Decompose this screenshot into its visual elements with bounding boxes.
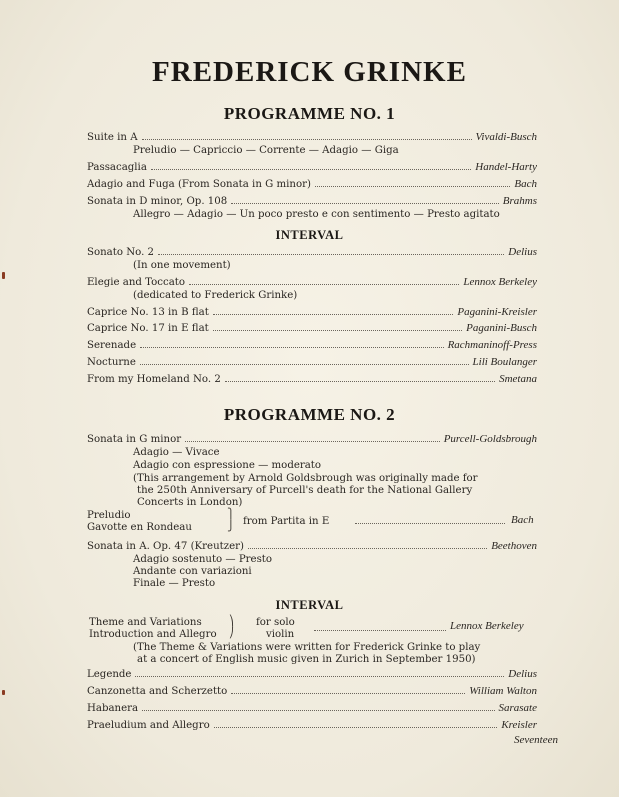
- movements: Preludio — Capriccio — Corrente — Adagio — Giga: [133, 145, 399, 156]
- work-title: Serenade: [87, 340, 137, 351]
- work-title: Legende: [87, 669, 132, 680]
- composer: Bach: [511, 514, 534, 526]
- movements: Adagio sostenuto — Presto: [133, 554, 273, 565]
- composer: Paganini-Kreisler: [457, 306, 537, 318]
- composer: Rachmaninoff-Press: [447, 339, 537, 351]
- work-title: Suite in A: [87, 132, 138, 143]
- programme-row: [87, 321, 537, 335]
- composer: Kreisler: [501, 719, 537, 731]
- programme-row: [87, 539, 537, 553]
- programme-row: [87, 177, 537, 191]
- leader-dots: [315, 177, 510, 187]
- leader-dots: [231, 194, 499, 204]
- programme-row: [87, 667, 537, 681]
- movements: Finale — Presto: [133, 578, 216, 589]
- paper-mark: [2, 690, 5, 695]
- programme-2-heading: PROGRAMME NO. 2: [223, 405, 396, 424]
- composer: Lennox Berkeley: [463, 276, 537, 288]
- programme-row: [87, 338, 537, 352]
- work-title: Habanera: [87, 703, 139, 714]
- work-title: Praeludium and Allegro: [87, 720, 210, 731]
- programme-row: [87, 275, 537, 289]
- programme-row: [87, 245, 537, 259]
- composer: Lennox Berkeley: [450, 620, 524, 632]
- programme-1-heading: PROGRAMME NO. 1: [223, 104, 396, 123]
- work-title: Adagio and Fuga (From Sonata in G minor): [87, 179, 311, 190]
- note: the 250th Anniversary of Purcell's death for the National Gallery: [137, 485, 473, 496]
- paper-mark: [2, 272, 5, 279]
- instrumentation: violin: [266, 629, 295, 640]
- leader-dots: [225, 372, 495, 382]
- work-title: Sonato No. 2: [87, 247, 155, 258]
- programme-row: [87, 372, 537, 386]
- page-title: FREDERICK GRINKE: [152, 56, 467, 88]
- leader-dots: [151, 160, 471, 170]
- composer: Handel-Harty: [475, 161, 537, 173]
- programme-row: [87, 355, 537, 369]
- composer: Smetana: [499, 373, 537, 385]
- programme-row: [87, 160, 537, 174]
- work-title: Nocturne: [87, 357, 136, 368]
- composer: Beethoven: [491, 540, 537, 552]
- composer: Bach: [514, 178, 537, 190]
- work-title: Passacaglia: [87, 162, 147, 173]
- programme-row: [87, 194, 537, 208]
- note: at a concert of English music given in Zurich in September 1950): [137, 654, 476, 665]
- leader-dots: [135, 667, 504, 677]
- programme-row: [87, 432, 537, 446]
- programme-row: [87, 305, 537, 319]
- note: (The Theme & Variations were written for Frederick Grinke to play: [133, 642, 481, 653]
- programme-row: [87, 701, 537, 715]
- leader-dots: [355, 523, 505, 524]
- work-title: Elegie and Toccato: [87, 277, 186, 288]
- work-title: Sonata in A. Op. 47 (Kreutzer): [87, 541, 244, 552]
- leader-dots: [185, 432, 440, 442]
- composer: William Walton: [469, 685, 537, 697]
- work-title: Sonata in G minor: [87, 434, 182, 445]
- instrumentation: for solo: [256, 617, 295, 628]
- work-title: Preludio: [87, 510, 131, 521]
- movements: Adagio — Vivace: [133, 447, 220, 458]
- brace: ⎫ ⎭: [227, 509, 235, 532]
- composer: Vivaldi-Busch: [475, 131, 537, 143]
- interval-heading: INTERVAL: [275, 228, 344, 242]
- composer: Purcell-Goldsbrough: [443, 433, 537, 445]
- source: from Partita in E: [243, 516, 330, 527]
- leader-dots: [189, 275, 459, 285]
- composer: Delius: [508, 668, 537, 680]
- leader-dots: [314, 630, 446, 631]
- programme-row: [87, 718, 537, 732]
- work-title: Introduction and Allegro: [89, 629, 217, 640]
- leader-dots: [140, 338, 443, 348]
- work-title: Theme and Variations: [89, 617, 202, 628]
- composer: Brahms: [502, 195, 537, 207]
- note: Concerts in London): [137, 497, 243, 508]
- note: (This arrangement by Arnold Goldsbrough was originally made for: [133, 473, 478, 484]
- leader-dots: [142, 130, 472, 140]
- leader-dots: [158, 245, 504, 255]
- leader-dots: [213, 321, 462, 331]
- page-number: Seventeen: [514, 734, 558, 746]
- movements: Andante con variazioni: [133, 566, 252, 577]
- note: (dedicated to Frederick Grinke): [133, 290, 298, 301]
- leader-dots: [231, 684, 465, 694]
- leader-dots: [142, 701, 494, 711]
- leader-dots: [140, 355, 469, 365]
- work-title: Caprice No. 17 in E flat: [87, 323, 209, 334]
- interval-heading: INTERVAL: [275, 598, 344, 612]
- note: (In one movement): [133, 260, 231, 271]
- brace: ⎞ ⎠: [229, 616, 234, 639]
- leader-dots: [214, 718, 498, 728]
- work-title: Canzonetta and Scherzetto: [87, 686, 228, 697]
- work-title: Sonata in D minor, Op. 108: [87, 196, 228, 207]
- composer: Delius: [508, 246, 537, 258]
- programme-row: [87, 130, 537, 144]
- work-title: Gavotte en Rondeau: [87, 522, 192, 533]
- leader-dots: [213, 305, 454, 315]
- work-title: From my Homeland No. 2: [87, 374, 221, 385]
- composer: Paganini-Busch: [466, 322, 537, 334]
- composer: Lili Boulanger: [472, 356, 537, 368]
- work-title: Caprice No. 13 in B flat: [87, 307, 209, 318]
- movements: Allegro — Adagio — Un poco presto e con sentimento — Presto agitato: [133, 209, 500, 220]
- composer: Sarasate: [498, 702, 537, 714]
- movements: Adagio con espressione — moderato: [133, 460, 322, 471]
- leader-dots: [248, 539, 487, 549]
- programme-row: [87, 684, 537, 698]
